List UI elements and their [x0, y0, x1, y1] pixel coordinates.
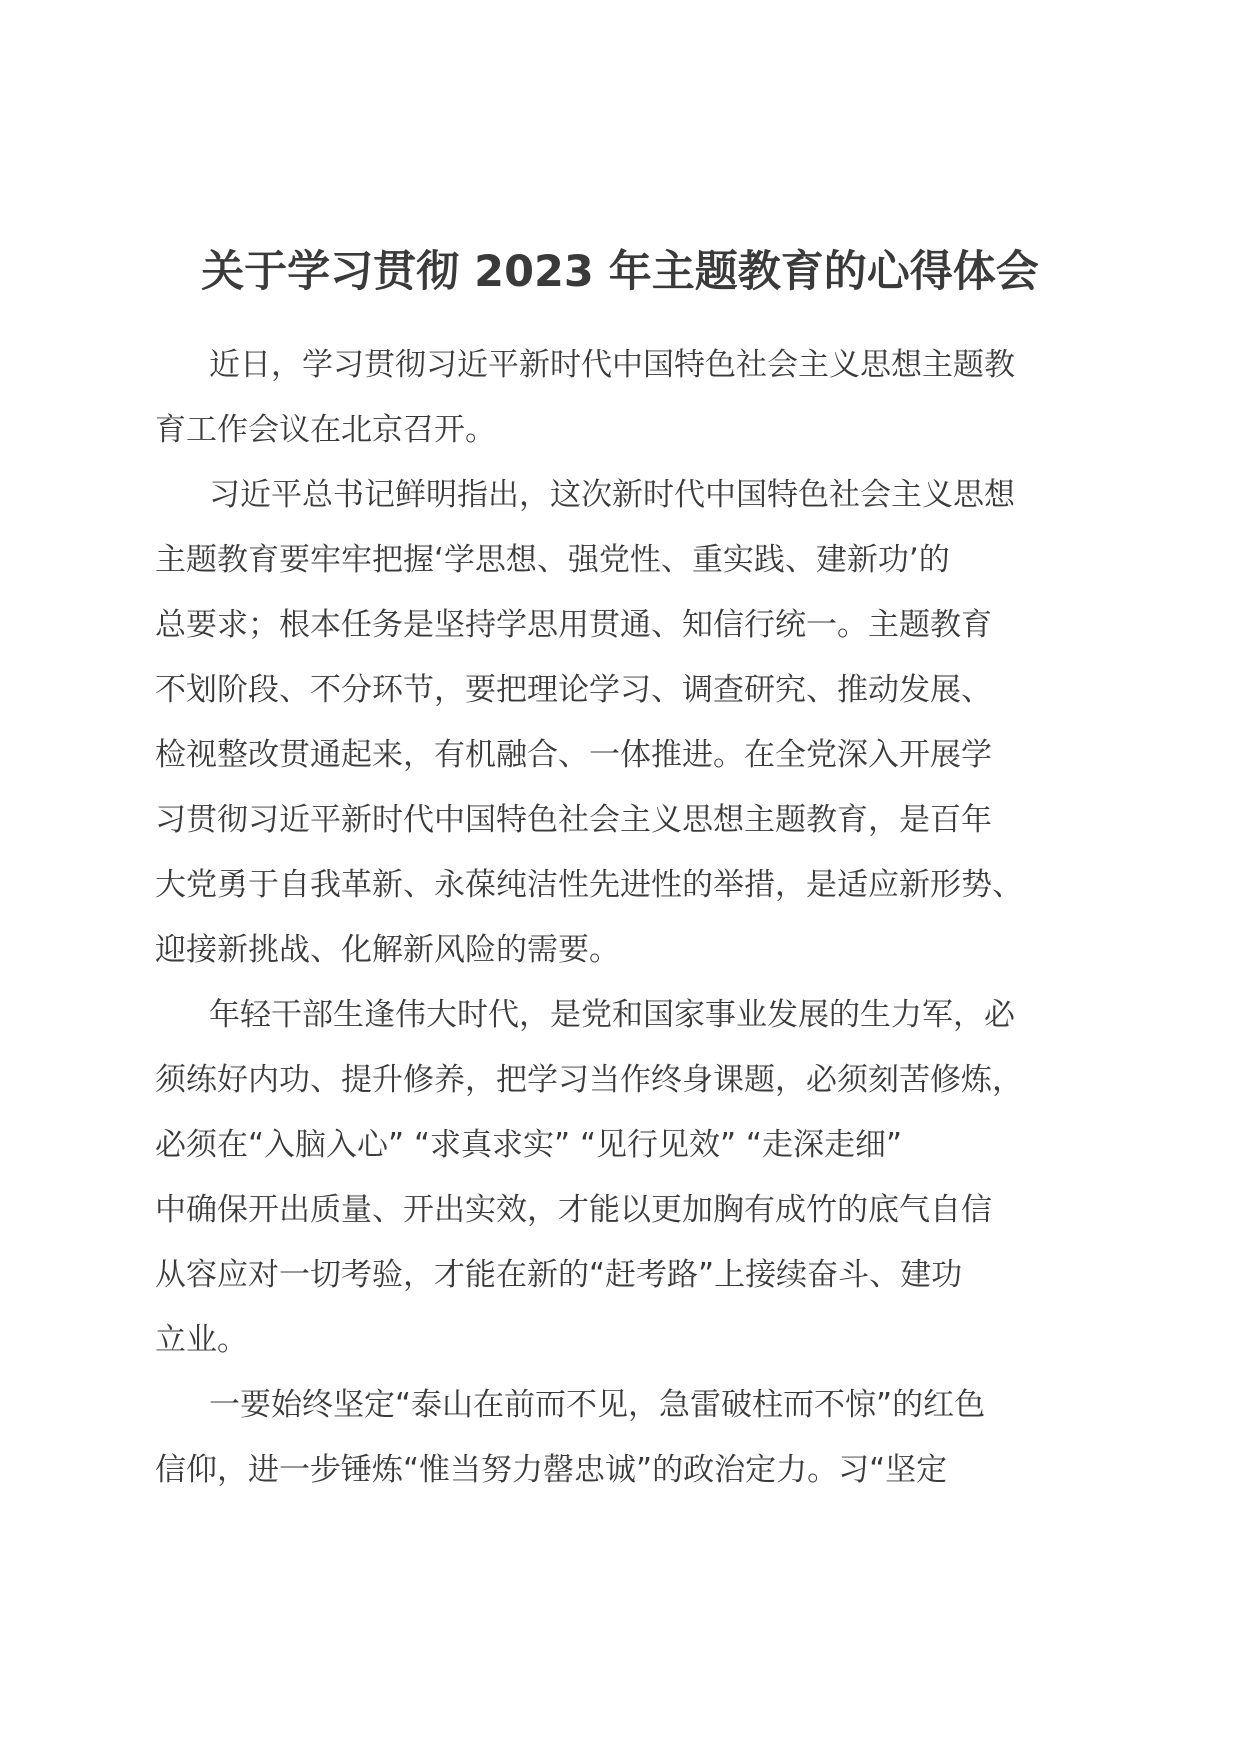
text-line: 中确保开出质量、开出实效，才能以更加胸有成竹的底气自信: [155, 1192, 992, 1228]
paragraph-1: [155, 333, 1095, 463]
text-line: 信仰，进一步锤炼“惟当努力罄忠诚”的政治定力。习“坚定: [155, 1452, 948, 1488]
document-body: [155, 333, 1095, 1503]
text-line: 总要求；根本任务是坚持学思用贯通、知信行统一。主题教育: [155, 607, 992, 643]
text-line: 近日，学习贯彻习近平新时代中国特色社会主义思想主题教: [209, 347, 1015, 383]
text-line: 习近平总书记鲜明指出，这次新时代中国特色社会主义思想: [209, 477, 1015, 513]
text-line: 检视整改贯通起来，有机融合、一体推进。在全党深入开展学: [155, 737, 992, 773]
text-line: 必须在“入脑入心” “求真求实” “见行见效” “走深走细”: [155, 1127, 903, 1163]
text-line: 不划阶段、不分环节，要把理论学习、调查研究、推动发展、: [155, 672, 992, 708]
text-line: 育工作会议在北京召开。: [155, 412, 496, 448]
paragraph-2: [155, 463, 1095, 983]
paragraph-3: [155, 983, 1095, 1373]
text-line: 年轻干部生逢伟大时代，是党和国家事业发展的生力军，必: [209, 997, 1015, 1033]
text-line: 主题教育要牢牢把握‘学思想、强党性、重实践、建新功’的: [155, 542, 950, 578]
text-line: 立业。: [155, 1322, 248, 1358]
text-line: 须练好内功、提升修养，把学习当作终身课题，必须刻苦修炼，: [155, 1062, 1023, 1098]
document-title: 关于学习贯彻 2023 年主题教育的心得体会: [201, 247, 1039, 297]
text-line: 迎接新挑战、化解新风险的需要。: [155, 932, 620, 968]
paragraph-4: [155, 1373, 1095, 1503]
text-line: 从容应对一切考验，才能在新的“赶考路”上接续奋斗、建功: [155, 1257, 963, 1293]
text-line: 大党勇于自我革新、永葆纯洁性先进性的举措，是适应新形势、: [155, 867, 1023, 903]
text-line: 一要始终坚定“泰山在前而不见，急雷破柱而不惊”的红色: [209, 1387, 986, 1423]
text-line: 习贯彻习近平新时代中国特色社会主义思想主题教育，是百年: [155, 802, 992, 838]
